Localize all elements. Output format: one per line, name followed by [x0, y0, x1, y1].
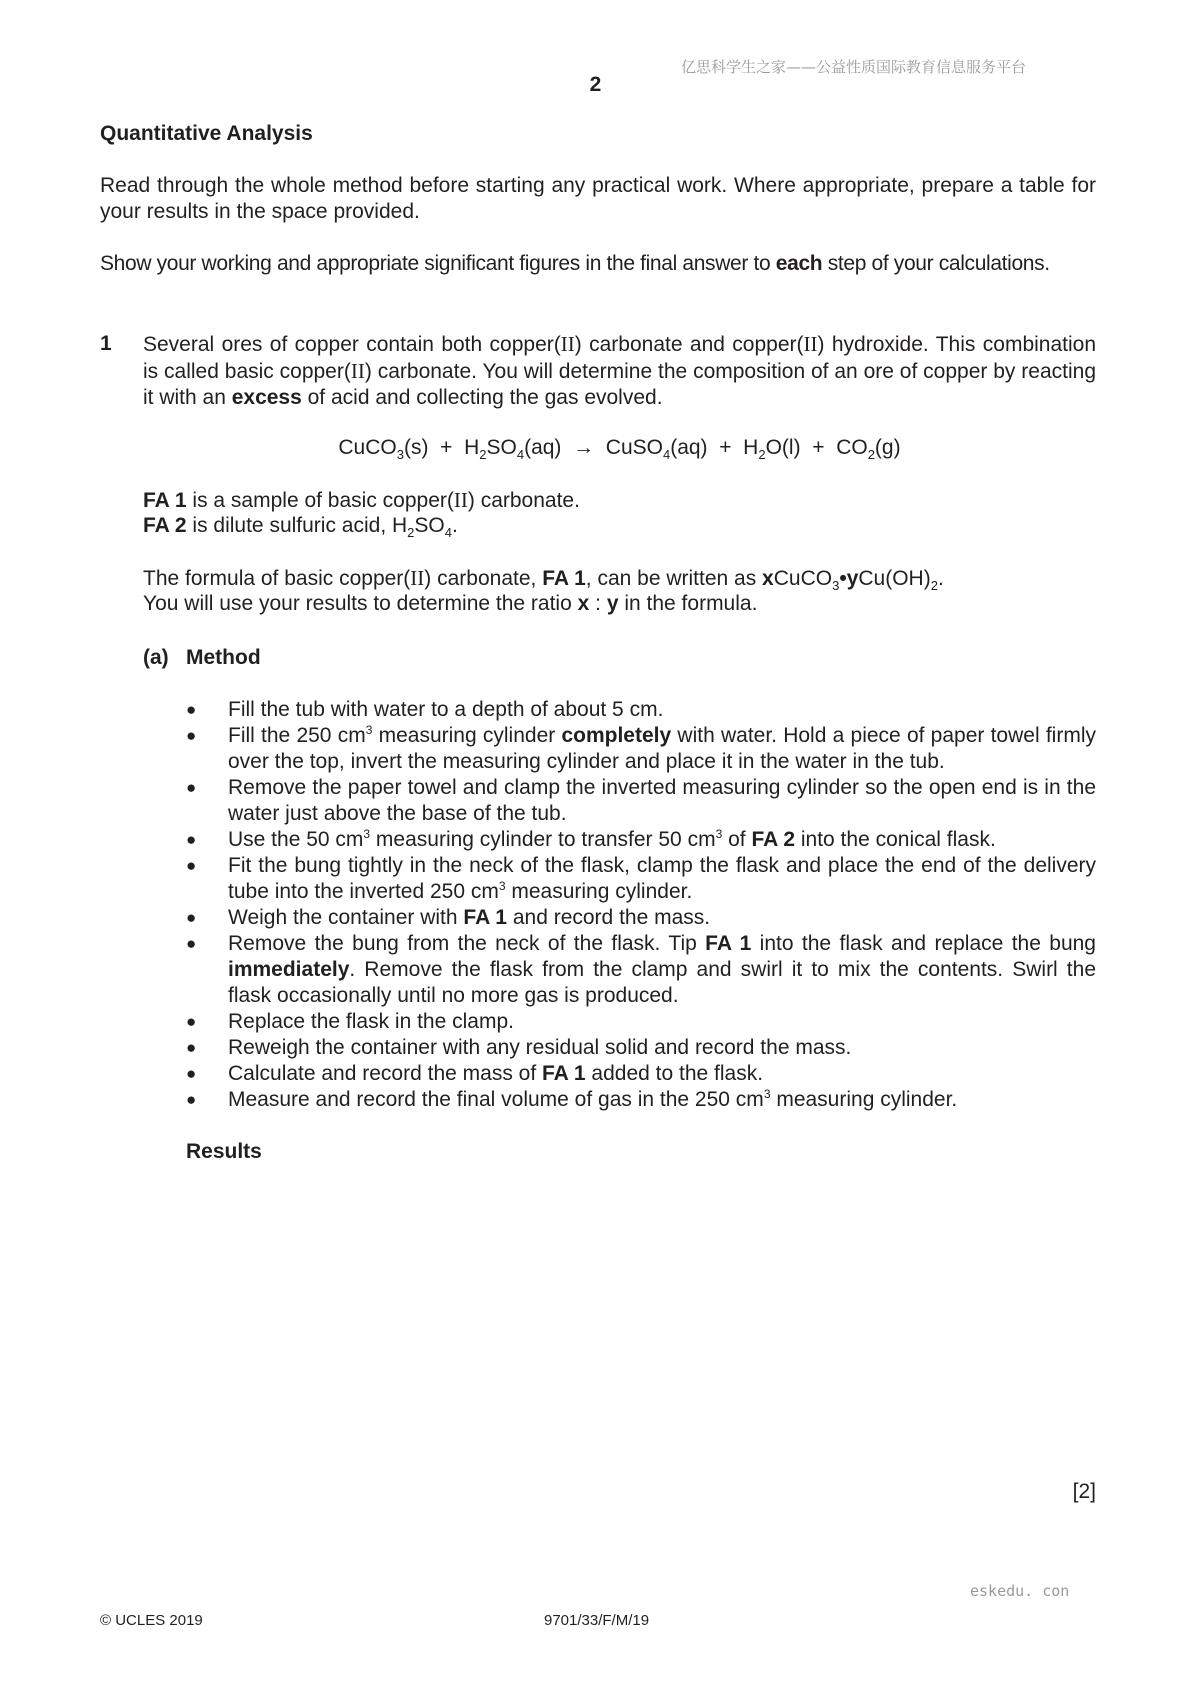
- step-text: Fit the bung tightly in the neck of the flask, clamp the flask and place the end of the delivery tube into the inverted 250 cm: [228, 854, 1096, 903]
- formula-b: ) carbonate,: [424, 567, 543, 590]
- bullet-icon: ●: [186, 778, 197, 797]
- fa2-sub2: 4: [444, 525, 452, 540]
- step-text: Weigh the container with: [228, 906, 464, 929]
- step-text: measuring cylinder.: [505, 880, 693, 903]
- results-heading: Results: [186, 1140, 262, 1163]
- roman-two: II: [560, 332, 575, 356]
- method-step: [186, 1009, 1096, 1035]
- eq-plus: +: [812, 436, 825, 459]
- qi-bold: excess: [231, 386, 302, 409]
- qi-b: ) carbonate and copper(: [574, 333, 804, 356]
- formula-sub2: 2: [930, 578, 938, 593]
- eq-so: SO: [486, 436, 517, 459]
- method-step: [186, 775, 1096, 827]
- step-text: Reweigh the container with any residual solid and record the mass.: [228, 1036, 852, 1059]
- eq-cuso: CuSO: [605, 436, 663, 459]
- part-a-label: (a): [143, 646, 169, 669]
- eq-plus: +: [719, 436, 732, 459]
- step-text: measuring cylinder.: [770, 1088, 958, 1111]
- fa2-text: is dilute sulfuric acid, H: [186, 514, 408, 537]
- step-bold: immediately: [228, 958, 350, 981]
- eq-h2o-h: H: [743, 436, 759, 459]
- eq-arrow: →: [573, 436, 595, 459]
- step-text: into the conical flask.: [795, 828, 996, 851]
- bullet-icon: ●: [186, 830, 197, 849]
- footer-copyright: © UCLES 2019: [100, 1612, 203, 1629]
- method-list: [186, 697, 1096, 1113]
- ratio-y: y: [606, 592, 619, 615]
- step-text: with water. Hold a piece of paper towel firmly over the top, invert the measuring cylinder and place it in the water in the tub.: [228, 724, 1096, 773]
- eq-plus: +: [440, 436, 453, 459]
- eq-co-sub: 2: [867, 447, 875, 462]
- ratio-colon: :: [589, 592, 607, 615]
- formula-cuco: CuCO: [773, 567, 833, 590]
- bullet-icon: ●: [186, 856, 197, 875]
- step-bold: completely: [561, 724, 672, 747]
- formula-c: , can be written as: [585, 567, 763, 590]
- superscript: 3: [763, 1087, 771, 1101]
- page-number: 2: [589, 73, 602, 96]
- watermark-top: 亿思科学生之家——公益性质国际教育信息服务平台: [681, 58, 1027, 76]
- eq-state-s: (s): [403, 436, 429, 459]
- eq-h2o-o: O(l): [765, 436, 801, 459]
- formula-fa1: FA 1: [542, 567, 586, 590]
- ratio-line: [143, 591, 1096, 617]
- qi-c: ) hydroxide. This combination is called basic copper(: [143, 333, 1097, 383]
- eq-co: CO: [836, 436, 868, 459]
- formula-end: .: [937, 567, 944, 590]
- ratio-a: You will use your results to determine the ratio: [143, 592, 578, 615]
- roman-two: II: [803, 332, 818, 356]
- step-text: and record the mass.: [507, 906, 711, 929]
- fa2-end: .: [451, 514, 458, 537]
- eq-h-sub: 2: [479, 447, 487, 462]
- bullet-icon: ●: [186, 908, 197, 927]
- method-step: [186, 931, 1096, 1009]
- intro-p2-bold: each: [775, 252, 823, 275]
- bullet-icon: ●: [186, 1012, 197, 1031]
- superscript: 3: [365, 723, 373, 737]
- intro-p2-text-a: Show your working and appropriate significant figures in the final answer to: [100, 252, 776, 275]
- step-text: added to the flask.: [585, 1062, 764, 1085]
- qi-d: ) carbonate. You will determine the composition of an ore of copper by reacting it with an: [143, 360, 1097, 409]
- method-step: [186, 1087, 1096, 1113]
- step-text: measuring cylinder: [372, 724, 562, 747]
- eq-h2o-sub: 2: [758, 447, 766, 462]
- question-intro: [143, 331, 1096, 411]
- method-step: [186, 827, 1096, 853]
- marks-allocation: [2]: [1072, 1480, 1096, 1503]
- step-text: Measure and record the final volume of gas in the 250 cm: [228, 1088, 764, 1111]
- formula-x: x: [762, 567, 774, 590]
- fa1-label: FA 1: [143, 489, 187, 512]
- method-step: [186, 723, 1096, 775]
- bullet-icon: ●: [186, 726, 197, 745]
- bullet-icon: ●: [186, 700, 197, 719]
- eq-cuco3: CuCO: [338, 436, 397, 459]
- step-bold: FA 1: [542, 1062, 586, 1085]
- question-number: 1: [100, 332, 112, 355]
- method-step: [186, 1061, 1096, 1087]
- bullet-icon: ●: [186, 934, 197, 953]
- method-step: [186, 697, 1096, 723]
- fa1-description: [143, 487, 1096, 514]
- ratio-b: in the formula.: [618, 592, 758, 615]
- watermark-bottom: eskedu. con: [970, 1582, 1070, 1600]
- formula-dot: •: [839, 567, 847, 590]
- eq-state-g: (g): [874, 436, 901, 459]
- ratio-x: x: [577, 592, 590, 615]
- method-step: [186, 853, 1096, 905]
- step-bold: FA 1: [463, 906, 507, 929]
- roman-two: II: [350, 359, 365, 383]
- formula-y: y: [846, 567, 859, 590]
- roman-two: II: [453, 488, 468, 512]
- qi-a: Several ores of copper contain both copper(: [143, 333, 561, 356]
- eq-so-sub: 4: [516, 447, 525, 462]
- step-text: Use the 50 cm: [228, 828, 364, 851]
- step-text: measuring cylinder to transfer 50 cm: [370, 828, 716, 851]
- step-text: Remove the bung from the neck of the flask. Tip: [228, 932, 706, 955]
- fa2-so: SO: [414, 514, 445, 537]
- superscript: 3: [498, 879, 506, 893]
- eq-state-aq: (aq): [524, 436, 562, 459]
- method-step: [186, 905, 1096, 931]
- formula-line: [143, 565, 1096, 592]
- eq-h: H: [464, 436, 480, 459]
- fa2-sub1: 2: [407, 525, 415, 540]
- step-text: of: [722, 828, 752, 851]
- bullet-icon: ●: [186, 1038, 197, 1057]
- bullet-icon: ●: [186, 1064, 197, 1083]
- formula-a: The formula of basic copper(: [143, 567, 411, 590]
- step-text: into the flask and replace the bung: [751, 932, 1096, 955]
- step-text: Replace the flask in the clamp.: [228, 1010, 514, 1033]
- footer-paper-code: 9701/33/F/M/19: [544, 1612, 650, 1629]
- step-bold: FA 2: [751, 828, 796, 851]
- superscript: 3: [363, 827, 371, 841]
- eq-cuso-sub: 4: [662, 447, 671, 462]
- section-title: Quantitative Analysis: [100, 122, 313, 145]
- intro-paragraph-2: [100, 251, 1050, 277]
- intro-paragraph-1: Read through the whole method before starting any practical work. Where appropriate, prepare a table for your results in the space provided.: [100, 174, 1096, 223]
- reaction-equation: [143, 435, 1096, 461]
- fa2-label: FA 2: [143, 514, 187, 537]
- method-step: [186, 1035, 1096, 1061]
- eq-state-aq: (aq): [670, 436, 708, 459]
- step-text: Remove the paper towel and clamp the inverted measuring cylinder so the open end is in the water just above the base of the tub.: [228, 776, 1096, 825]
- formula-sub3: 3: [832, 578, 840, 593]
- step-bold: FA 1: [705, 932, 752, 955]
- qi-e: of acid and collecting the gas evolved.: [301, 386, 663, 409]
- fa1-text-a: is a sample of basic copper(: [186, 489, 454, 512]
- step-text: . Remove the flask from the clamp and swirl it to mix the contents. Swirl the flask occasionally until no more gas is produced.: [228, 958, 1096, 1007]
- bullet-icon: ●: [186, 1090, 197, 1109]
- step-text: Fill the tub with water to a depth of about 5 cm.: [228, 698, 664, 721]
- eq-cuco3-sub: 3: [396, 447, 404, 462]
- fa1-text-b: ) carbonate.: [467, 489, 580, 512]
- intro-p2-text-b: step of your calculations.: [822, 252, 1050, 275]
- roman-two: II: [410, 566, 425, 590]
- step-text: Calculate and record the mass of: [228, 1062, 542, 1085]
- step-text: Fill the 250 cm: [228, 724, 366, 747]
- formula-cuoh: Cu(OH): [858, 567, 931, 590]
- fa2-description: [143, 513, 1096, 539]
- part-a-title: Method: [186, 646, 261, 669]
- superscript: 3: [715, 827, 723, 841]
